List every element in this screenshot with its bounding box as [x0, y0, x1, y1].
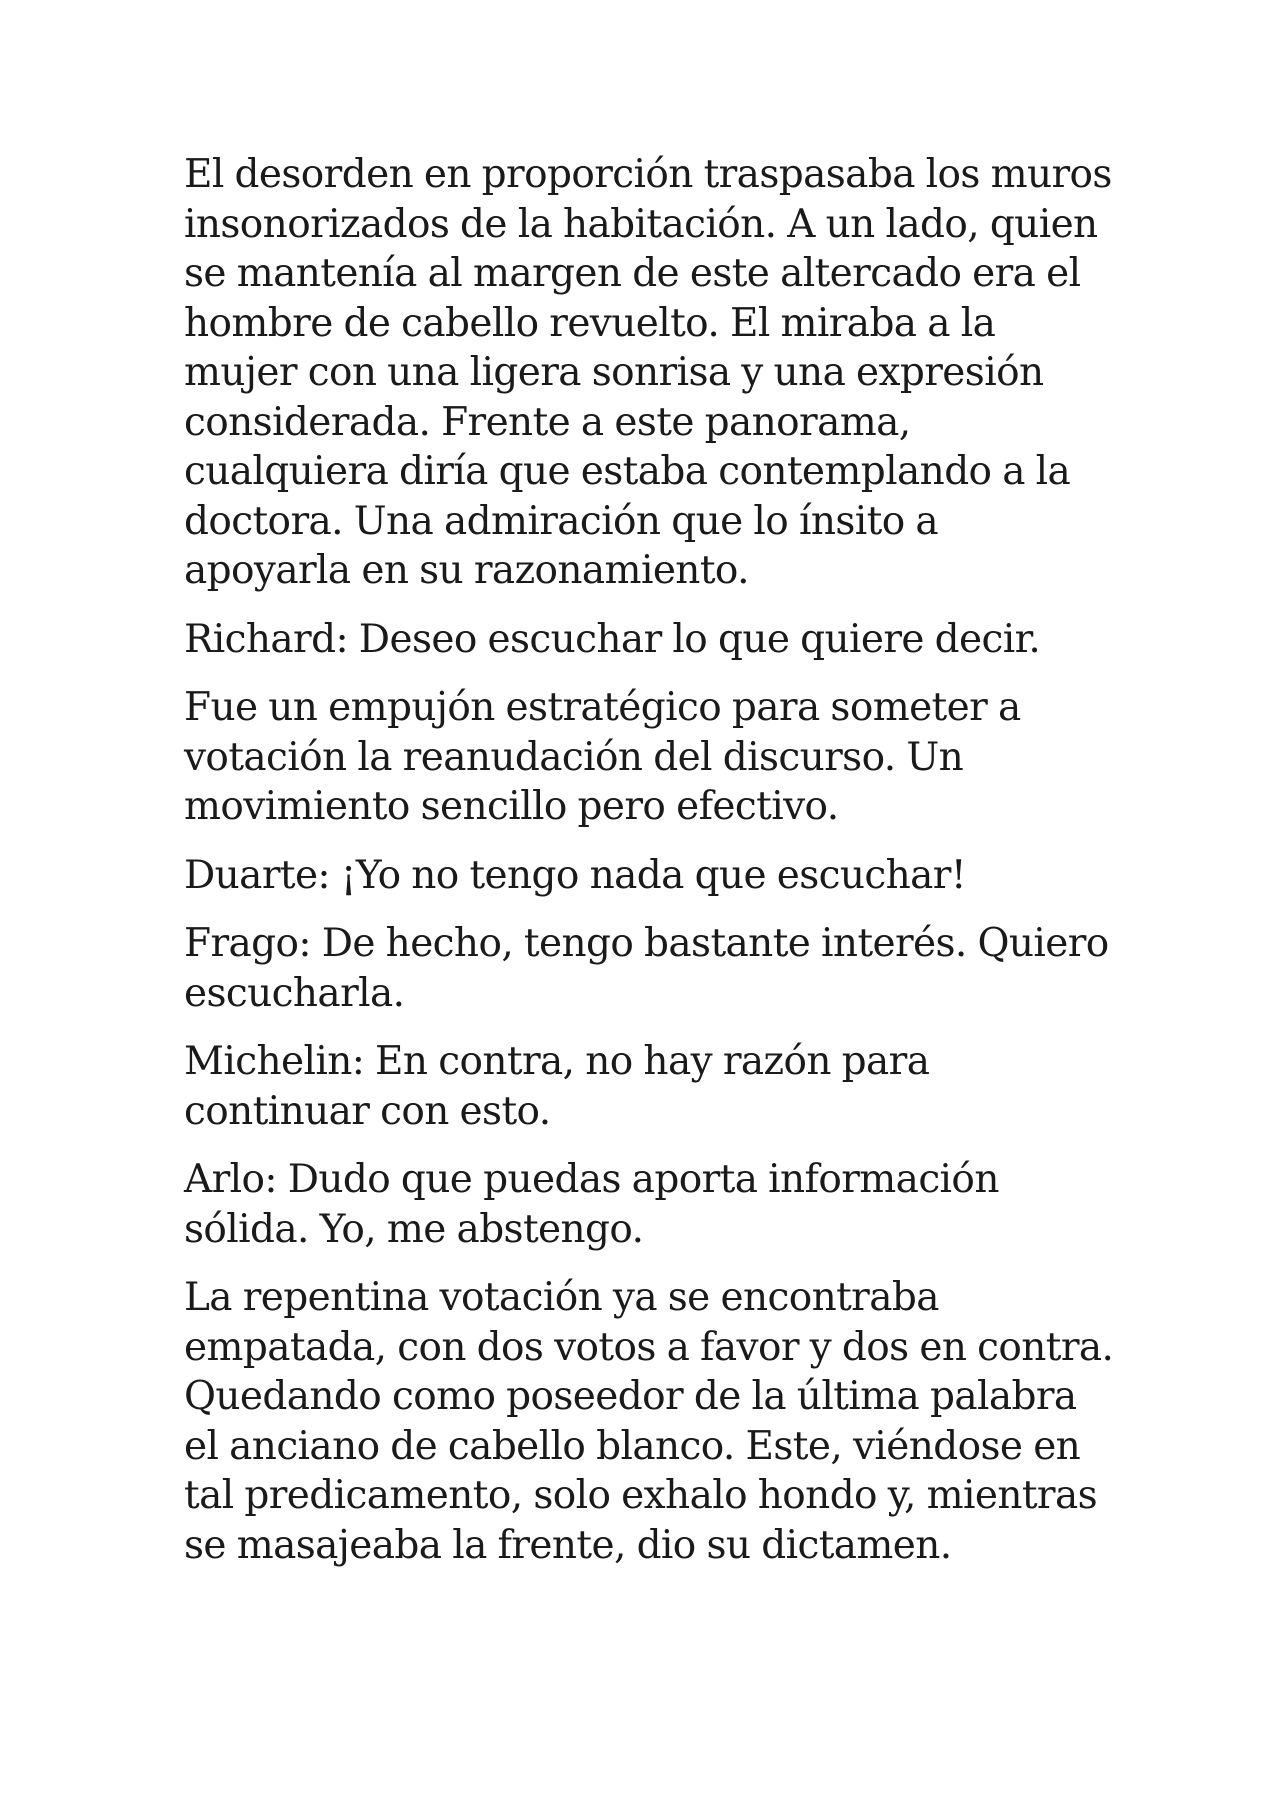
narrative-paragraph: La repentina votación ya se encontraba empatada, con dos votos a favor y dos en contra. Quedando como poseedor de la última palabra el anciano de cabello blanco. Este, viéndose en tal predicamento, solo exhalo hondo y, mientras se masajeaba la frente, dio su dictamen.	[184, 1275, 1114, 1568]
dialogue-line-frago: Frago: De hecho, tengo bastante interés. Quiero escucharla.	[184, 921, 1109, 1016]
narrative-paragraph: El desorden en proporción traspasaba los muros insonorizados de la habitación. A un lado, quien se mantenía al margen de este altercado era el hombre de cabello revuelto. El miraba a la mujer con una ligera sonrisa y una expresión considerada. Frente a este panorama, cualquiera diría que estaba contemplando a la doctora. Una admiración que lo ínsito a apoyarla en su razonamiento.	[184, 152, 1112, 593]
dialogue-line-duarte: Duarte: ¡Yo no tengo nada que escuchar!	[184, 852, 966, 898]
dialogue-line-richard: Richard: Deseo escuchar lo que quiere decir.	[184, 616, 1041, 662]
text-body	[184, 150, 1114, 1589]
dialogue-line-michelin: Michelin: En contra, no hay razón para continuar con esto.	[184, 1039, 930, 1134]
narrative-paragraph: Fue un empujón estratégico para someter a votación la reanudación del discurso. Un movimiento sencillo pero efectivo.	[184, 685, 1021, 829]
dialogue-line-arlo: Arlo: Dudo que puedas aporta información sólida. Yo, me abstengo.	[184, 1157, 999, 1252]
